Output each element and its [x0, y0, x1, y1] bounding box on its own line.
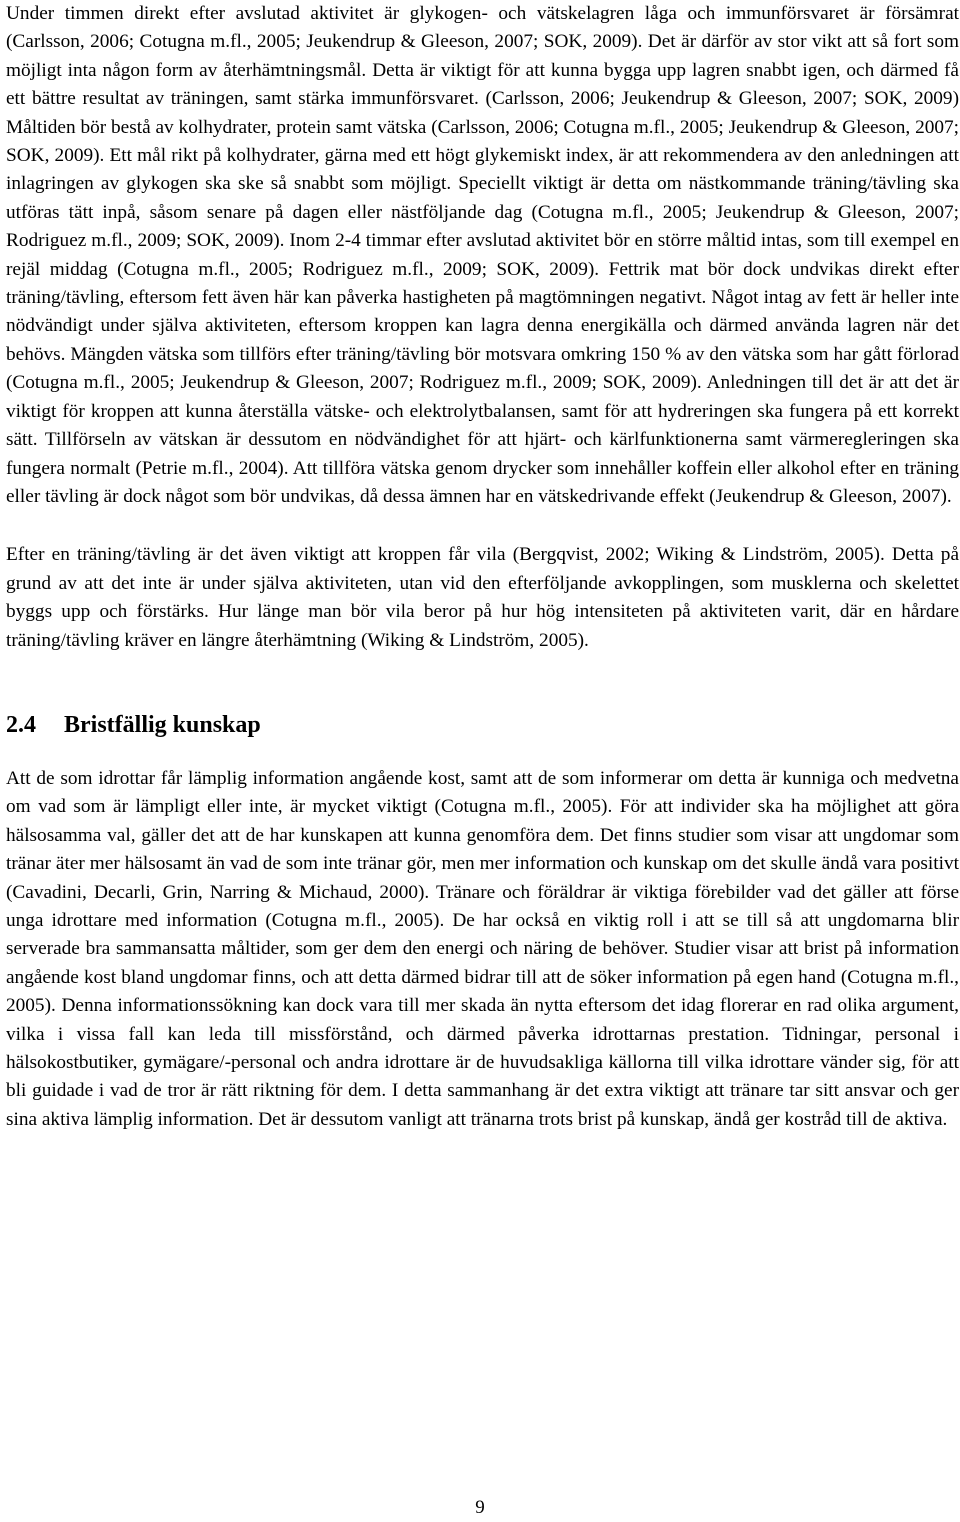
section-heading — [6, 710, 959, 740]
paragraph-recovery-nutrition: Under timmen direkt efter avslutad aktivitet är glykogen- och vätskelagren låga och immunförsvaret är försämrat (Carlsson, 2006; Cotugna m.fl., 2005; Jeukendrup & Gleeson, 2007; SOK, 2009). Det är därför av stor vikt att så fort som möjligt inta någon form av återhämtningsmål. Detta är viktigt för att kunna bygga upp lagren snabbt igen, och därmed få ett bättre resultat av träningen, samt stärka immunförsvaret. (Carlsson, 2006; Jeukendrup & Gleeson, 2007; SOK, 2009) Måltiden bör bestå av kolhydrater, protein samt vätska (Carlsson, 2006; Cotugna m.fl., 2005; Jeukendrup & Gleeson, 2007; SOK, 2009). Ett mål rikt på kolhydrater, gärna med ett högt glykemiskt index, är att rekommendera av den anledningen att inlagringen av glykogen ska ske så snabbt som möjligt. Speciellt viktigt är detta om nästkommande träning/tävling ska utföras tätt inpå, såsom senare på dagen eller nästföljande dag (Cotugna m.fl., 2005; Jeukendrup & Gleeson, 2007; Rodriguez m.fl., 2009; SOK, 2009). Inom 2-4 timmar efter avslutad aktivitet bör en större måltid intas, som till exempel en rejäl middag (Cotugna m.fl., 2005; Rodriguez m.fl., 2009; SOK, 2009). Fettrik mat bör dock undvikas direkt efter träning/tävling, eftersom fett även här kan påverka hastigheten på magtömningen negativt. Något intag av fett är heller inte nödvändigt under själva aktiviteten, eftersom kroppen kan lagra denna energikälla och därmed använda lagren när det behövs. Mängden vätska som tillförs efter träning/tävling bör motsvara omkring 150 % av den vätska som har gått förlorad (Cotugna m.fl., 2005; Jeukendrup & Gleeson, 2007; Rodriguez m.fl., 2009; SOK, 2009). Anledningen till det är att det är viktigt för kroppen att kunna återställa vätske- och elektrolytbalansen, samt för att hydreringen ska fungera på ett korrekt sätt. Tillförseln av vätskan är dessutom en nödvändighet för att hjärt- och kärlfunktionerna samt värmeregleringen ska fungera normalt (Petrie m.fl., 2004). Att tillföra vätska genom drycker som innehåller koffein eller alkohol efter en träning eller tävling är dock något som bör undvikas, då dessa ämnen har en vätskedrivande effekt (Jeukendrup & Gleeson, 2007). — [6, 3, 959, 507]
page-number: 9 — [475, 1497, 485, 1518]
section-title: Bristfällig kunskap — [64, 711, 261, 738]
section-number: 2.4 — [6, 711, 36, 738]
paragraph-rest: Efter en träning/tävling är det även viktigt att kroppen får vila (Bergqvist, 2002; Wiking & Lindström, 2005). Detta på grund av att det inte är under själva aktiviteten, utan vid den efterföljande avkopplingen, som musklerna och skelettet byggs upp och förstärks. Hur länge man bör vila beror på hur hög intensiteten på aktiviteten varit, där en hårdare träning/tävling kräver en längre återhämtning (Wiking & Lindström, 2005). — [6, 544, 959, 651]
document-page — [6, 0, 959, 1134]
paragraph-lacking-knowledge: Att de som idrottar får lämplig information angående kost, samt att de som informerar om detta är kunniga och medvetna om vad som är lämpligt eller inte, är mycket viktigt (Cotugna m.fl., 2005). För att individer ska ha möjlighet att göra hälsosamma val, gäller det att de har kunskapen att kunna genomföra dem. Det finns studier som visar att ungdomar som tränar äter mer hälsosamt än vad de som inte tränar gör, men mer information och kunskap om det skulle ändå vara positivt (Cavadini, Decarli, Grin, Narring & Michaud, 2000). Tränare och föräldrar är viktiga förebilder vad det gäller att förse unga idrottare med information (Cotugna m.fl., 2005). De har också en viktig roll i att se till så att ungdomarna blir serverade bra sammansatta måltider, som ger dem den energi och näring de behöver. Studier visar att brist på information angående kost bland ungdomar finns, och att detta därmed bidrar till att de söker information på egen hand (Cotugna m.fl., 2005). Denna informationssökning kan dock vara till mer skada än nytta eftersom det idag florerar en rad olika argument, vilka i vissa fall kan leda till missförstånd, och därmed påverka idrottarnas prestation. Tidningar, personal i hälsokostbutiker, gymägare/-personal och andra idrottare är de huvudsakliga källorna till vilka idrottare vänder sig, för att bli guidade i vad de tror är rätt riktning för dem. I detta sammanhang är det extra viktigt att tränare tar sitt ansvar och ger sina aktiva lämplig information. Det är dessutom vanligt att tränarna trots brist på kunskap, ändå ger kostråd till de aktiva. — [6, 767, 959, 1130]
